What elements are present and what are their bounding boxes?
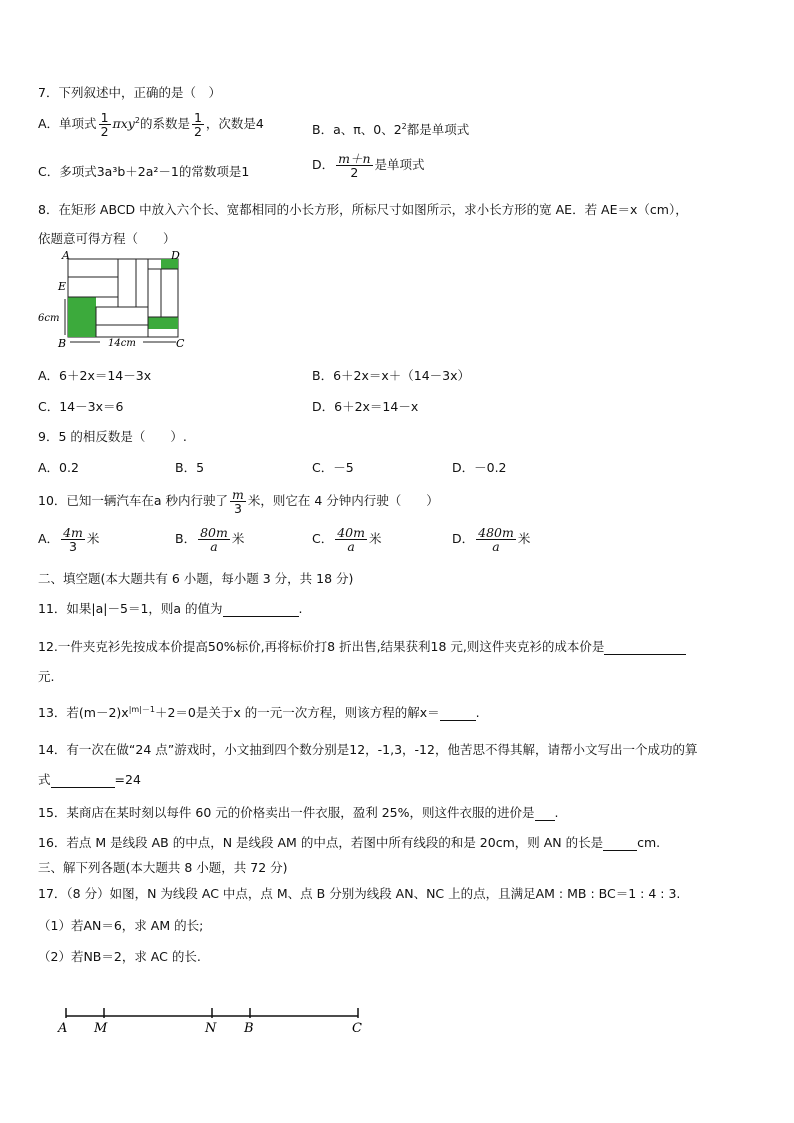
label-6cm: 6cm <box>38 313 60 324</box>
q14-tail: 式 =24 <box>38 772 141 787</box>
q10-stem: 10．已知一辆汽车在a 秒内行驶了 $\frac{m}{3}$ 米，则它在 4 分钟内行驶（ ） <box>38 487 439 517</box>
label-e: E <box>58 280 67 293</box>
point-c: C <box>352 1021 362 1036</box>
q11: 11．如果|a|－5＝1，则a 的值为 . <box>38 601 303 616</box>
q15: 15．某商店在某时刻以每件 60 元的价格卖出一件衣服，盈利 25%，则这件衣服的进价是 . <box>38 805 559 820</box>
q8-stem-line1: 8．在矩形 ABCD 中放入六个长、宽都相同的小长方形，所标尺寸如图所示，求小长方形的宽 AE．若 AE＝x（cm）， <box>38 202 688 217</box>
q17-part1: （1）若AN＝6，求 AM 的长; <box>38 918 204 933</box>
section-3-heading: 三、解下列各题(本大题共 8 小题，共 72 分) <box>38 860 288 875</box>
q7-option-c: C．多项式3a³b＋2a²－1的常数项是1 <box>38 164 250 179</box>
q17-segment-figure <box>50 1004 380 1040</box>
point-b: B <box>244 1021 254 1036</box>
q14: 14．有一次在做“24 点”游戏时，小文抽到四个数分别是12，-1,3，-12，他苦思不得其解，请帮小文写出一个成功的算 <box>38 742 698 757</box>
point-a: A <box>58 1021 68 1036</box>
label-14cm: 14cm <box>108 338 136 349</box>
q9-option-b: B．5 <box>175 460 205 475</box>
q9-option-c: C．－5 <box>312 460 354 475</box>
q17-stem: 17．（8 分）如图，N 为线段 AC 中点，点 M、点 B 分别为线段 AN、NC 上的点，且满足AM : MB : BC＝1 : 4 : 3. <box>38 886 681 901</box>
label-c: C <box>176 337 185 349</box>
q9-option-d: D．－0.2 <box>452 460 507 475</box>
q8-option-c: C．14－3x＝6 <box>38 399 124 414</box>
green-region-bottom-right <box>148 317 178 329</box>
q8-rectangle-figure <box>38 249 188 349</box>
q10-option-d: D． $\frac{480m}{a}$ 米 <box>452 525 531 555</box>
q10-option-b: B． $\frac{80m}{a}$ 米 <box>175 525 245 555</box>
q9-stem: 9．5 的相反数是（ ）. <box>38 429 187 444</box>
q12-tail: 元. <box>38 669 55 684</box>
label-a: A <box>62 249 70 262</box>
q8-stem-line2: 依题意可得方程（ ） <box>38 231 176 246</box>
point-m: M <box>94 1021 108 1036</box>
q16: 16．若点 M 是线段 AB 的中点，N 是线段 AM 的中点，若图中所有线段的和是 20cm，则 AN 的长是 cm. <box>38 835 661 850</box>
q7-option-a: A．单项式 $\frac{1}{2}$ πxy$^2$的系数是 $\frac{1}{2}$ ，次数是4 <box>38 110 264 140</box>
q13: 13．若$(m-2)x^{|m|-1}+2=0$是关于x 的一元一次方程，则该方程的解x＝ . <box>38 704 480 720</box>
section-2-heading: 二、填空题(本大题共有 6 小题，每小题 3 分，共 18 分) <box>38 571 354 586</box>
q8-option-b: B．6＋2x＝x＋（14－3x） <box>312 368 471 383</box>
q10-option-c: C． $\frac{40m}{a}$ 米 <box>312 525 382 555</box>
green-region-left <box>68 297 96 337</box>
label-d: D <box>171 249 180 262</box>
q7-option-d: D． $\frac{m+n}{2}$ 是单项式 <box>312 151 425 181</box>
q7-stem: 7．下列叙述中，正确的是（ ） <box>38 85 221 100</box>
q7-option-b: B．a、π、0、$2^2$都是单项式 <box>312 121 470 137</box>
q17-part2: （2）若NB＝2，求 AC 的长. <box>38 949 201 964</box>
q9-option-a: A．0.2 <box>38 460 79 475</box>
point-n: N <box>205 1021 217 1036</box>
q10-option-a: A． $\frac{4m}{3}$ 米 <box>38 525 100 555</box>
q8-option-d: D．6＋2x＝14－x <box>312 399 419 414</box>
q12: 12.一件夹克衫先按成本价提高50%标价,再将标价打8 折出售,结果获利18 元,则这件夹克衫的成本价是 <box>38 637 686 655</box>
q8-option-a: A．6＋2x＝14－3x <box>38 368 152 383</box>
label-b: B <box>58 337 67 349</box>
